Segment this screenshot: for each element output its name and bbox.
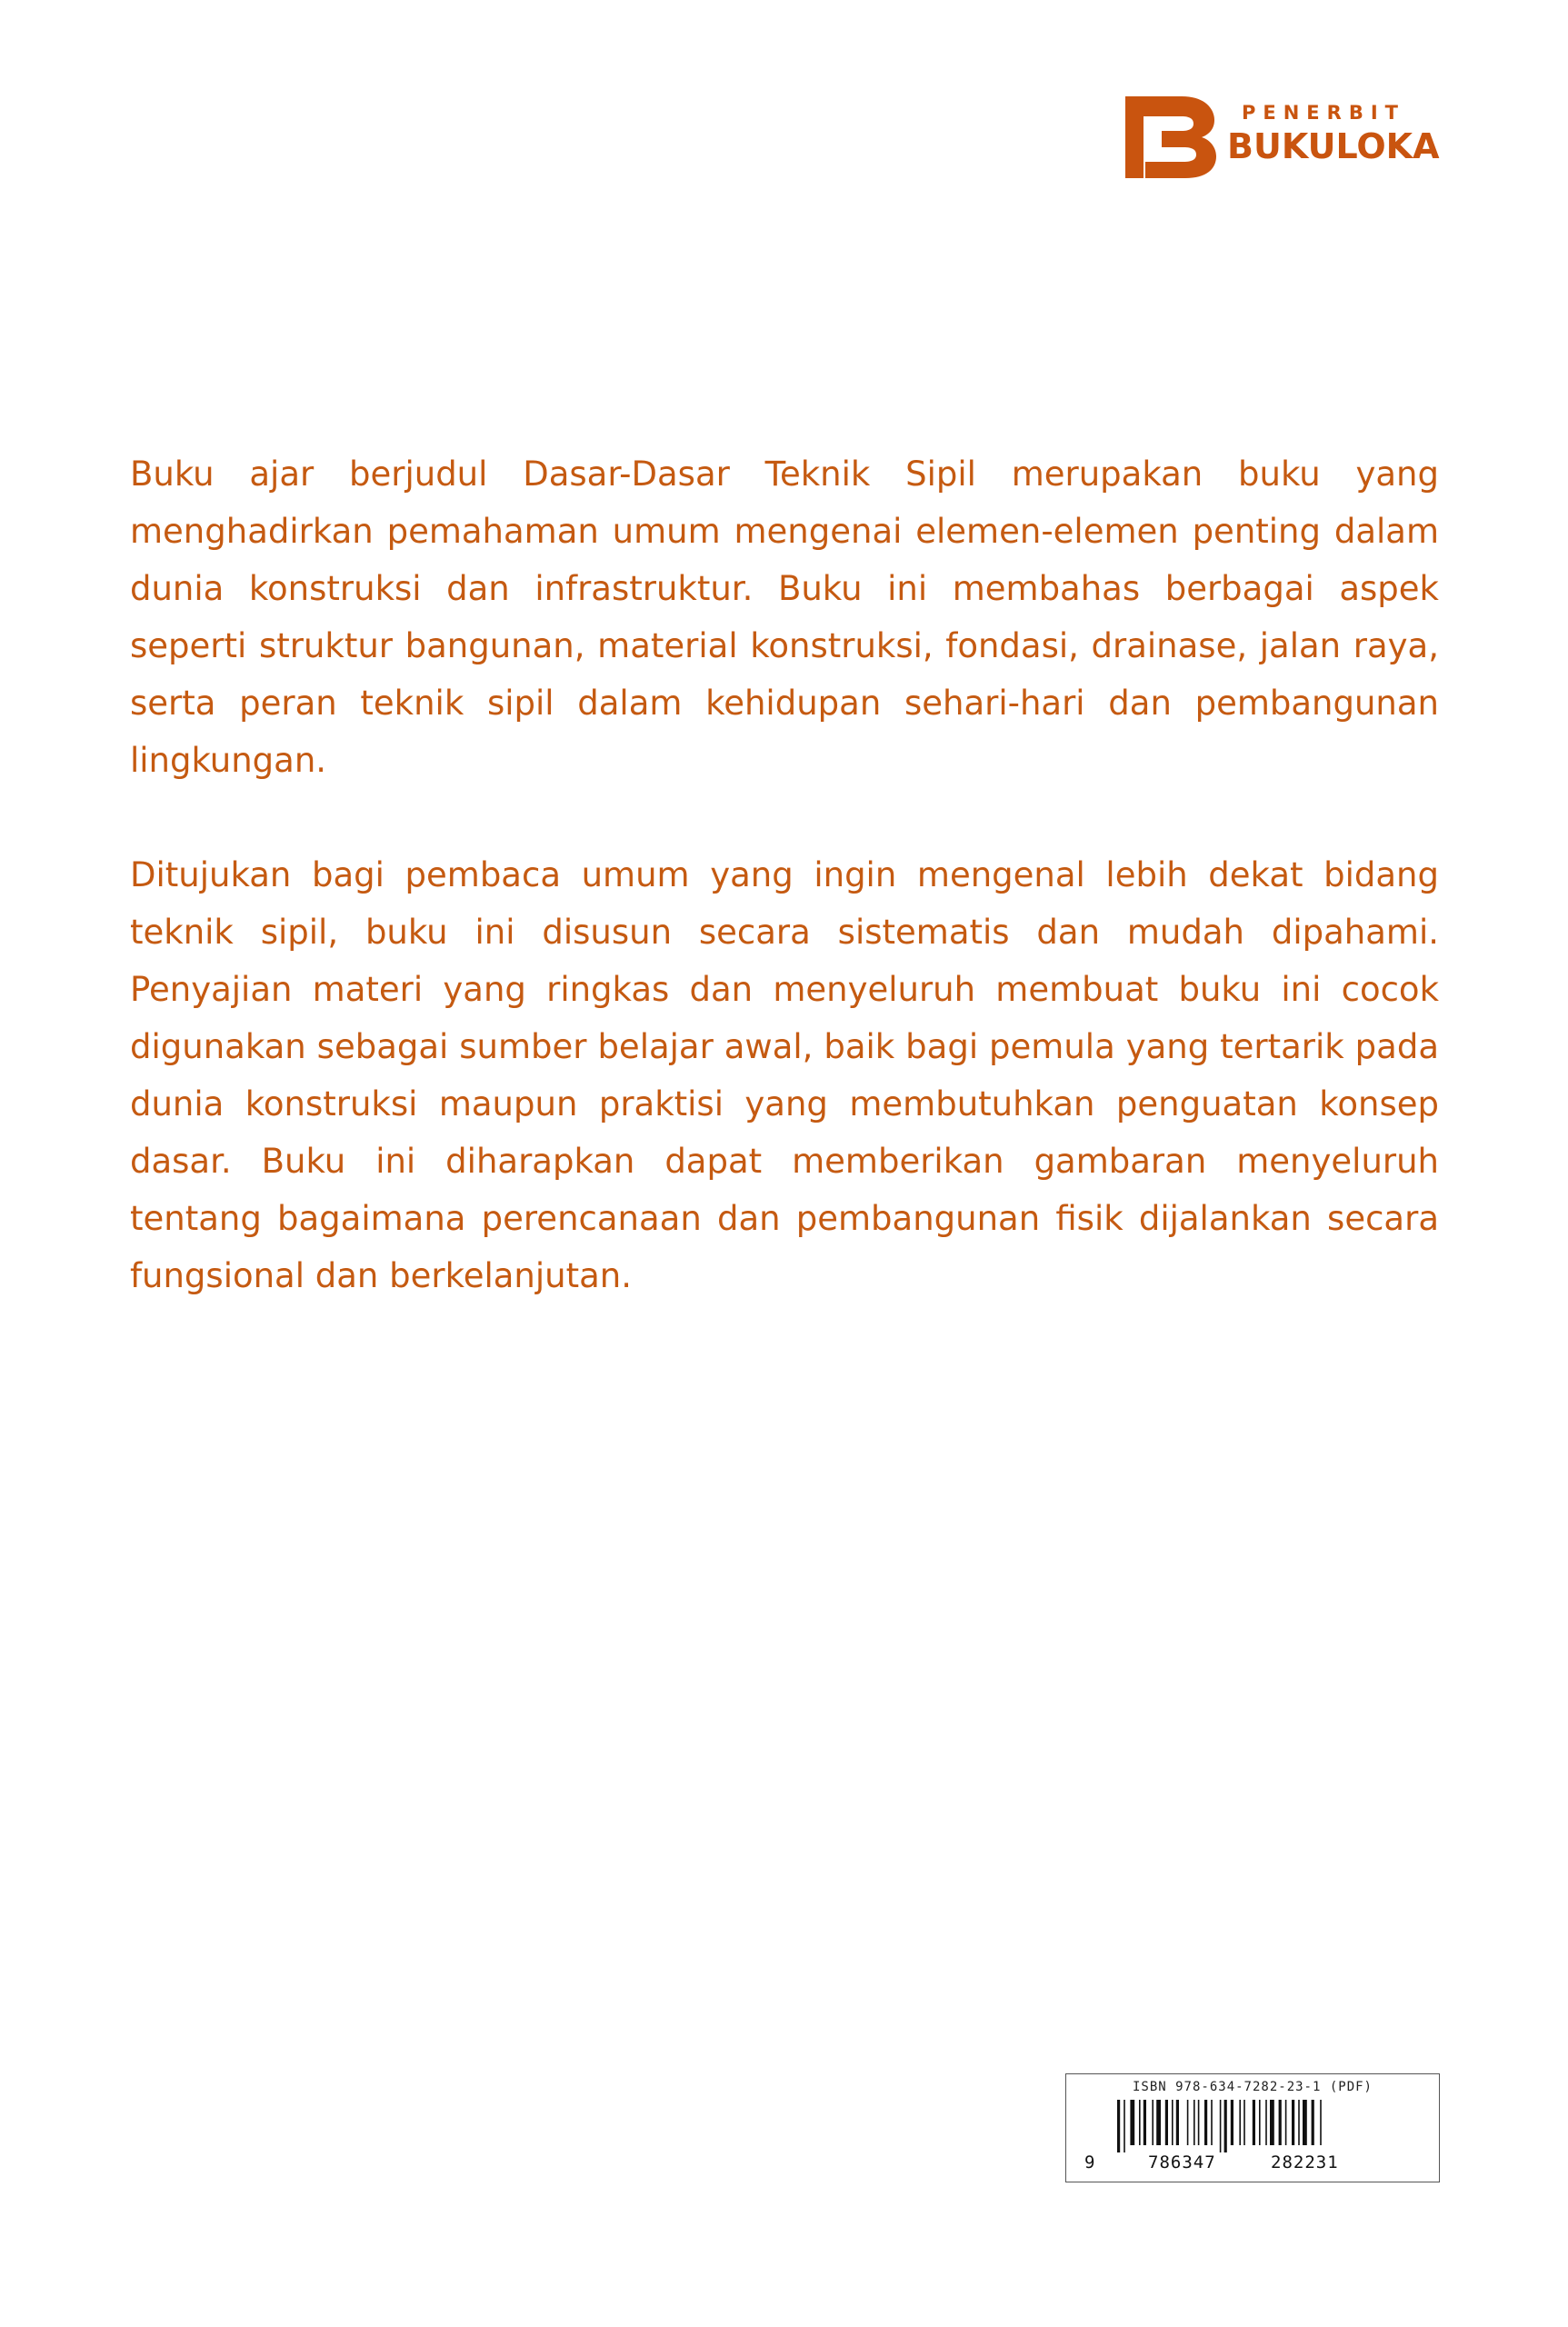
barcode-bar: [1187, 2100, 1189, 2145]
barcode-bar: [1220, 2100, 1222, 2152]
barcode-bar: [1165, 2100, 1168, 2145]
barcode-bar: [1270, 2100, 1274, 2145]
barcode-bar: [1204, 2100, 1207, 2145]
barcode-bar: [1265, 2100, 1267, 2145]
barcode-bar: [1259, 2100, 1261, 2145]
barcode-bar: [1292, 2100, 1294, 2145]
barcode-bar: [1198, 2100, 1200, 2145]
barcode-bar: [1139, 2100, 1141, 2145]
barcode-bar: [1124, 2100, 1125, 2152]
isbn-digit-first: 9: [1084, 2152, 1095, 2172]
blurb-paragraph-1: Buku ajar berjudul Dasar-Dasar Teknik Sipil merupakan buku yang menghadirkan pemahaman umum mengenai elemen-elemen penting dalam dunia konstruksi dan infrastruktur. Buku ini membahas berbagai aspek seperti struktur bangunan, material konstruksi, fondasi, drainase, jalan raya, serta peran teknik sipil dalam kehidupan sehari-hari dan pembangunan lingkungan.: [130, 454, 1439, 780]
barcode-bar: [1224, 2100, 1227, 2152]
publisher-logo: [1125, 96, 1443, 178]
barcode-bar: [1231, 2100, 1233, 2145]
barcode-bar: [1130, 2100, 1134, 2145]
barcode-bar: [1152, 2100, 1154, 2145]
publisher-label-big: BUKULOKA: [1227, 126, 1440, 166]
barcode-bar: [1176, 2100, 1179, 2145]
barcode-bar: [1243, 2100, 1245, 2145]
barcode-bar: [1172, 2100, 1174, 2145]
barcode-bar: [1253, 2100, 1255, 2145]
publisher-b-logo-icon: [1125, 96, 1216, 178]
barcode-bar: [1239, 2100, 1241, 2145]
barcode-bar: [1279, 2100, 1282, 2145]
barcode-bar: [1320, 2100, 1322, 2145]
barcode-bar: [1298, 2100, 1300, 2145]
barcode-bar: [1193, 2100, 1195, 2145]
blurb-paragraph-2: Ditujukan bagi pembaca umum yang ingin mengenal lebih dekat bidang teknik sipil, buku ini disusun secara sistematis dan mudah dipahami. Penyajian materi yang ringkas dan menyeluruh membuat buku ini cocok digunakan sebagai sumber belajar awal, baik bagi pemula yang tertarik pada dunia konstruksi maupun praktisi yang membutuhkan penguatan konsep dasar. Buku ini diharapkan dapat memberikan gambaran menyeluruh tentang bagaimana perencanaan dan pembangunan fisik dijalankan secara fungsional dan berkelanjutan.: [130, 855, 1439, 1295]
barcode-bar: [1211, 2100, 1213, 2145]
isbn-digits-left: 786347: [1148, 2152, 1216, 2172]
barcode-icon: [1066, 2100, 1441, 2154]
publisher-label-small: PENERBIT: [1242, 102, 1405, 124]
barcode-bar: [1144, 2100, 1146, 2145]
isbn-barcode-box: [1065, 2073, 1440, 2182]
barcode-bar: [1117, 2100, 1120, 2152]
isbn-digits-right: 282231: [1271, 2152, 1339, 2172]
barcode-bar: [1156, 2100, 1161, 2145]
isbn-label: ISBN 978-634-7282-23-1 (PDF): [1132, 2080, 1373, 2094]
barcode-bar: [1285, 2100, 1287, 2145]
barcode-bar: [1312, 2100, 1314, 2145]
barcode-bar: [1303, 2100, 1307, 2145]
